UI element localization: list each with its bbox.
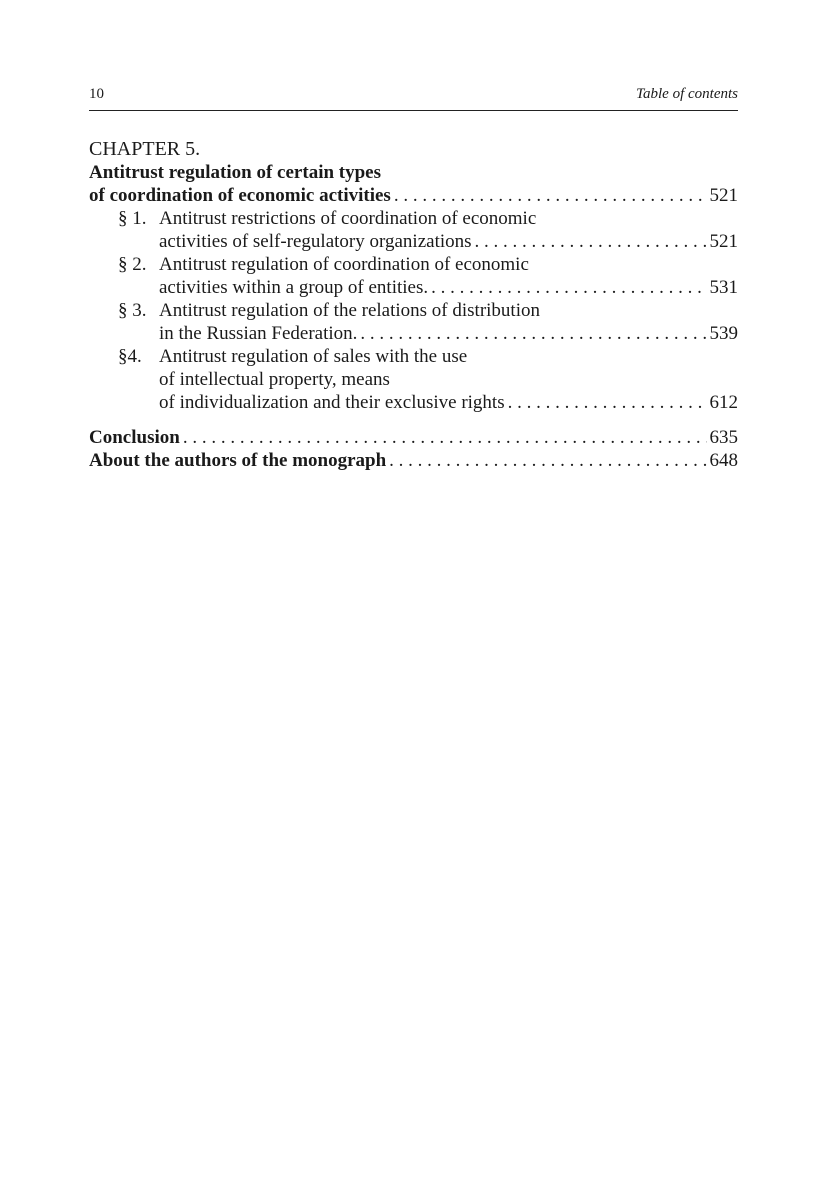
chapter-label: CHAPTER 5. (89, 138, 201, 160)
section-entry[interactable] (89, 299, 738, 345)
dot-leader (360, 322, 706, 345)
dot-leader (508, 391, 707, 414)
section-number: §4. (118, 346, 142, 367)
chapter-entry[interactable] (89, 184, 738, 207)
chapter-title-line: of coordination of economic activities (89, 185, 391, 206)
section-title-line: activities of self-regulatory organizations (159, 231, 472, 252)
page-reference: 521 (709, 231, 738, 252)
section-entry[interactable] (89, 207, 738, 253)
spacer (89, 414, 738, 426)
dot-leader (183, 426, 707, 449)
section-number: § 1. (118, 208, 147, 229)
section-entry[interactable] (89, 253, 738, 299)
section-title-line: in the Russian Federation. (159, 323, 358, 344)
table-of-contents (89, 138, 738, 472)
dot-leader (394, 184, 707, 207)
chapter-title-line: Antitrust regulation of certain types (89, 162, 382, 183)
dot-leader (431, 276, 706, 299)
entry-title: About the authors of the monograph (89, 450, 387, 471)
section-title-line: of individualization and their exclusive rights (159, 392, 505, 413)
section-title-line: Antitrust regulation of the relations of distribution (159, 300, 540, 321)
entry-title: Conclusion (89, 427, 180, 448)
section-title-line: Antitrust regulation of coordination of economic (159, 254, 529, 275)
section-number: § 2. (118, 254, 147, 275)
page-reference: 539 (709, 323, 738, 344)
page-reference: 648 (709, 450, 738, 471)
section-entry[interactable] (89, 345, 738, 414)
conclusion-entry[interactable] (89, 426, 738, 449)
section-title-line: activities within a group of entities. (159, 277, 429, 298)
page-reference: 635 (709, 427, 738, 448)
page-reference: 531 (709, 277, 738, 298)
running-title: Table of contents (636, 86, 738, 102)
section-number: § 3. (118, 300, 147, 321)
section-title-line: of intellectual property, means (159, 369, 390, 390)
section-title-line: Antitrust regulation of sales with the use (159, 346, 468, 367)
page-reference: 521 (709, 185, 738, 206)
dot-leader (389, 449, 706, 472)
authors-entry[interactable] (89, 449, 738, 472)
page-header (89, 84, 738, 111)
section-title-line: Antitrust restrictions of coordination of economic (159, 208, 537, 229)
dot-leader (475, 230, 707, 253)
page-number: 10 (89, 86, 104, 102)
page-reference: 612 (709, 392, 738, 413)
